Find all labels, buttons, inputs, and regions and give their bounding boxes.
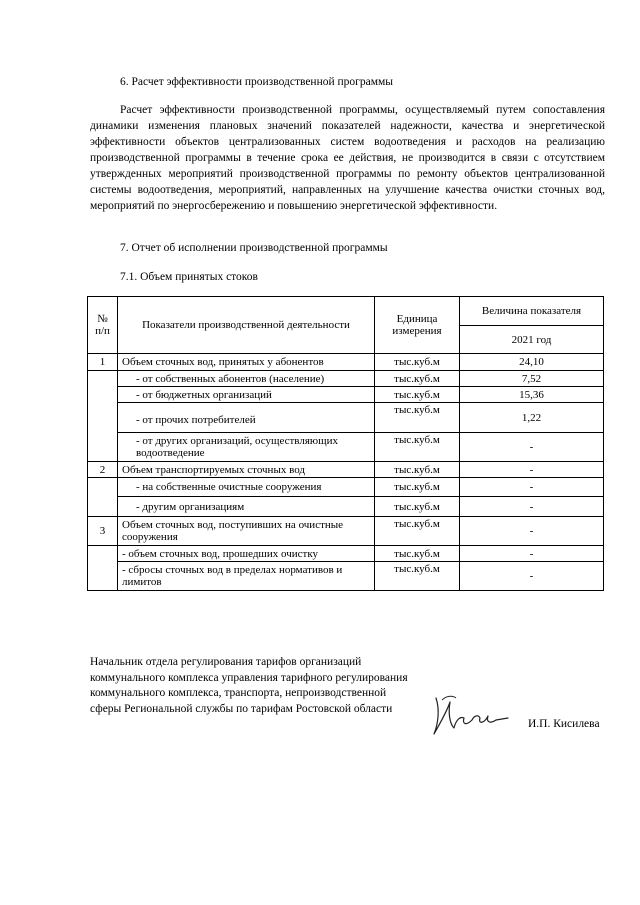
header-num: № п/п [88,297,118,354]
row-unit: тыс.куб.м [375,354,460,371]
row-unit: тыс.куб.м [375,387,460,403]
section-6-title: 6. Расчет эффективности производственной программы [120,76,394,88]
row-value: - [460,497,604,517]
section-7-1-title: 7.1. Объем принятых стоков [120,271,258,283]
table-row [88,403,604,433]
row-value: - [460,546,604,562]
header-indicator: Показатели производственной деятельности [118,297,375,354]
row-name: - другим организациям [118,497,375,517]
row-unit: тыс.куб.м [375,433,460,462]
signatory-position: Начальник отдела регулирования тарифов организаций коммунального комплекса управления тарифного регулирования коммунального комплекса, транспорта, непроизводственной сферы Региональной службы по тарифам Ростовской области [90,656,408,715]
row-unit: тыс.куб.м [375,497,460,517]
row-value: 15,36 [460,387,604,403]
row-unit: тыс.куб.м [375,403,460,433]
header-year: 2021 год [460,326,604,354]
row-num: 3 [88,517,118,546]
table-row [88,478,604,497]
table-row [88,387,604,403]
row-unit: тыс.куб.м [375,562,460,591]
row-num: 2 [88,462,118,478]
row-value: - [460,562,604,591]
row-value: - [460,517,604,546]
row-name: Объем сточных вод, принятых у абонентов [118,354,375,371]
header-value: Величина показателя [460,297,604,326]
row-num-empty [88,478,118,517]
row-unit: тыс.куб.м [375,546,460,562]
row-unit: тыс.куб.м [375,462,460,478]
table-row [88,497,604,517]
table-row [88,517,604,546]
handwritten-signature [428,690,513,740]
section-6-text: Расчет эффективности производственной программы, осуществляемый путем сопоставления динамики изменения плановых значений показателей надежности, качества и энергетической эффективности объектов централизованных систем водоотведения и расходов на реализацию производственной программы в течение срока ее действия, не производится в связи с отсутствием утвержденных мероприятий производственной программы по ремонту объектов централизованной системы водоотведения, мероприятий, направленных на улучшение качества очистки сточных вод, мероприятий по энергосбережению и повышению энергетической эффективности. [90,104,605,212]
row-name: - сбросы сточных вод в пределах нормативов и лимитов [118,562,375,591]
row-value: 1,22 [460,403,604,433]
row-value: - [460,433,604,462]
row-name: Объем транспортируемых сточных вод [118,462,375,478]
row-num-empty [88,371,118,462]
header-unit: Единица измерения [375,297,460,354]
row-value: 24,10 [460,354,604,371]
table-row [88,462,604,478]
accepted-wastewater-table [87,296,604,591]
row-name: - от других организаций, осуществляющих водоотведение [118,433,375,462]
table-row [88,354,604,371]
row-unit: тыс.куб.м [375,478,460,497]
table-row [88,371,604,387]
row-value: - [460,462,604,478]
signatory-name: И.П. Кисилева [528,718,600,730]
section-7-title: 7. Отчет об исполнении производственной программы [120,242,388,254]
row-name: - от собственных абонентов (население) [118,371,375,387]
row-value: 7,52 [460,371,604,387]
row-num: 1 [88,354,118,371]
row-value: - [460,478,604,497]
table-row [88,546,604,562]
row-unit: тыс.куб.м [375,371,460,387]
table-row [88,433,604,462]
row-name: - от бюджетных организаций [118,387,375,403]
row-name: - от прочих потребителей [118,403,375,433]
row-num-empty [88,546,118,591]
row-name: Объем сточных вод, поступивших на очистные сооружения [118,517,375,546]
row-name: - на собственные очистные сооружения [118,478,375,497]
table-row [88,562,604,591]
row-name: - объем сточных вод, прошедших очистку [118,546,375,562]
row-unit: тыс.куб.м [375,517,460,546]
table-header-row [88,297,604,326]
